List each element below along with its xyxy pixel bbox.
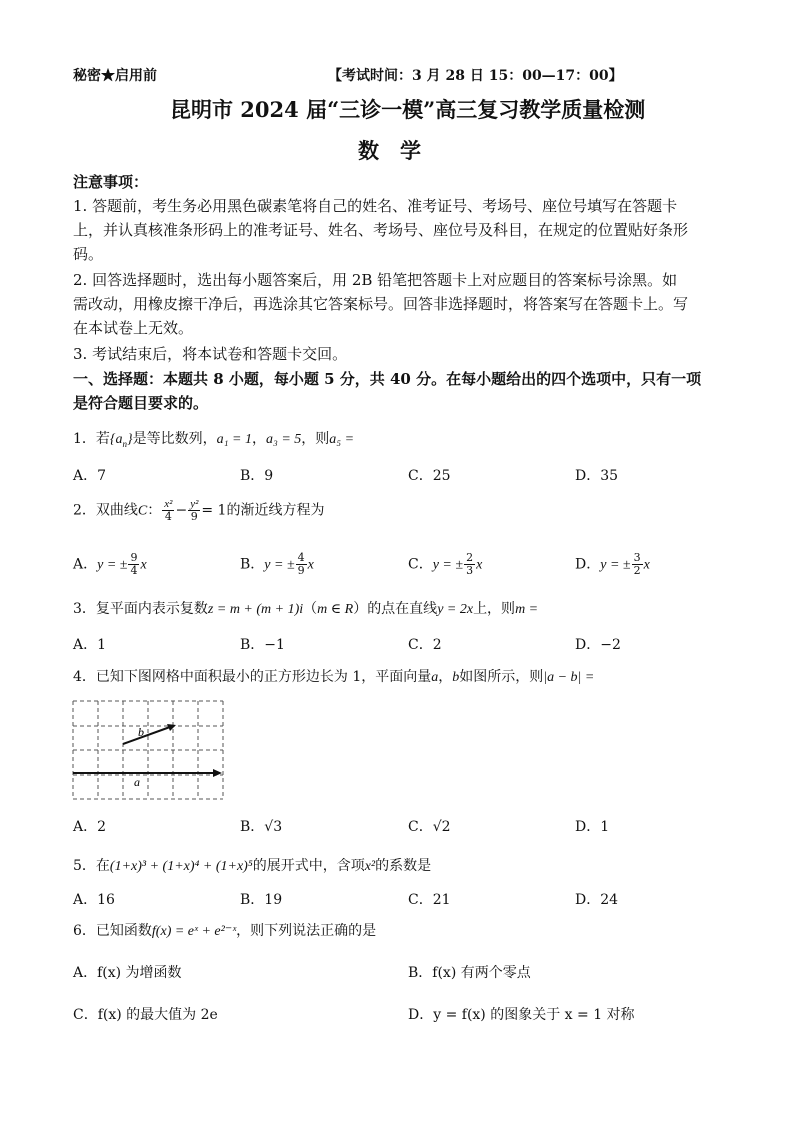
- q2-option-d: D．y = ± $\frac{3}{2}$ x: [575, 551, 650, 577]
- q3-option-b: B．−1: [240, 637, 285, 653]
- q3-option-d: D．−2: [575, 637, 621, 653]
- question-4: 4．已知下图网格中面积最小的正方形边长为 1，平面向量a，b如图所示，则|a − b| =: [73, 669, 595, 685]
- q4-vector-grid-figure: [70, 698, 226, 802]
- q4-option-a: A．2: [73, 819, 107, 835]
- q2-option-a: A．y = ± $\frac{9}{4}$ x: [73, 551, 147, 577]
- q1-option-c: C．25: [408, 468, 451, 484]
- question-3: 3．复平面内表示复数z = m + (m + 1)i（m ∈ R）的点在直线y = 2x上，则m =: [73, 601, 539, 617]
- q4-option-d: D．1: [575, 819, 610, 835]
- q2-option-b: B．y = ± $\frac{4}{9}$ x: [240, 551, 314, 577]
- subject-title: 数 学: [358, 138, 421, 163]
- notice-item-1-line-1: 1. 答题前，考生务必用黑色碳素笔将自己的姓名、准考证号、考场号、座位号填写在答题卡: [73, 197, 678, 215]
- q4-option-c: C．√2: [408, 819, 451, 835]
- question-5: 5．在(1+x)³ + (1+x)⁴ + (1+x)⁵的展开式中，含项x²的系数是: [73, 858, 432, 874]
- notice-item-2-line-1: 2. 回答选择题时，选出每小题答案后，用 2B 铅笔把答题卡上对应题目的答案标号涂黑。如: [73, 271, 678, 289]
- notice-item-1-line-3: 码。: [73, 245, 104, 263]
- q6-option-d: D．y = f(x) 的图象关于 x = 1 对称: [408, 1007, 635, 1023]
- vector-a-label: a: [134, 775, 140, 789]
- q1-option-d: D．35: [575, 468, 619, 484]
- q5-option-d: D．24: [575, 892, 619, 908]
- vector-a-arrowhead: [213, 769, 222, 777]
- notice-item-2-line-3: 在本试卷上无效。: [73, 319, 194, 337]
- vector-b: [123, 727, 170, 744]
- exam-time: 【考试时间：3 月 28 日 15：00—17：00】: [328, 68, 623, 84]
- question-6: 6．已知函数f(x) = eˣ + e²⁻ˣ，则下列说法正确的是: [73, 923, 377, 939]
- notice-item-3: 3. 考试结束后，将本试卷和答题卡交回。: [73, 345, 348, 363]
- q3-option-c: C．2: [408, 637, 442, 653]
- notice-heading: 注意事项：: [73, 173, 149, 191]
- q1-option-a: A．7: [73, 468, 107, 484]
- exam-title: 昆明市 2024 届“三诊一模”高三复习教学质量检测: [170, 97, 646, 122]
- q6-option-c: C．f(x) 的最大值为 2e: [73, 1007, 218, 1023]
- q5-option-c: C．21: [408, 892, 451, 908]
- question-2: 2．双曲线C： $\frac{\text{x²}}{4}$ − $\frac{\text{y²}}{9}$ = 1的渐近线方程为: [73, 498, 325, 523]
- section-1-line-2: 是符合题目要求的。: [73, 394, 209, 412]
- q1-option-b: B．9: [240, 468, 274, 484]
- q4-option-b: B．√3: [240, 819, 283, 835]
- q5-option-b: B．19: [240, 892, 283, 908]
- q6-option-a: A．f(x) 为增函数: [73, 965, 182, 981]
- q3-option-a: A．1: [73, 637, 107, 653]
- q5-option-a: A．16: [73, 892, 115, 908]
- vector-b-label: b: [138, 725, 144, 739]
- grid-lines: [73, 701, 223, 799]
- q6-option-b: B．f(x) 有两个零点: [408, 965, 531, 981]
- section-1-line-1: 一、选择题：本题共 8 小题，每小题 5 分，共 40 分。在每小题给出的四个选项中，只有一项: [73, 370, 702, 388]
- secret-label: 秘密★启用前: [73, 68, 157, 84]
- notice-item-1-line-2: 上，并认真核准条形码上的准考证号、姓名、考场号、座位号及科目，在规定的位置贴好条形: [73, 221, 689, 239]
- notice-item-2-line-2: 需改动，用橡皮擦干净后，再选涂其它答案标号。回答非选择题时，将答案写在答题卡上。写: [73, 295, 689, 313]
- question-1: 1．若$\{a_n\}$是等比数列，a₁ = 1，a₃ = 5，则a₅ =: [73, 431, 355, 449]
- q2-option-c: C．y = ± $\frac{2}{3}$ x: [408, 551, 483, 577]
